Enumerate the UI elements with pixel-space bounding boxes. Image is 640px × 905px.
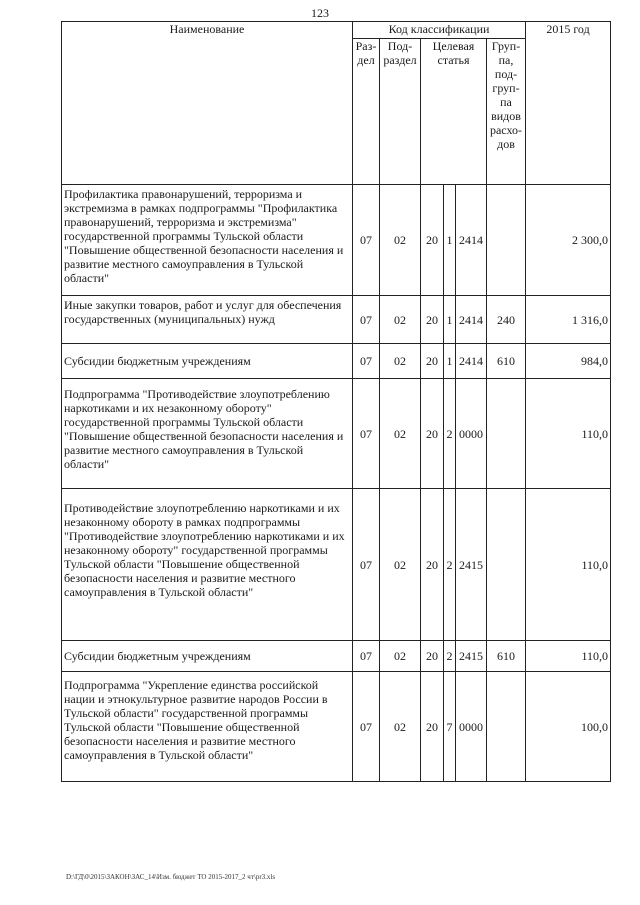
row-vr bbox=[487, 379, 526, 489]
row-cs2: 7 bbox=[444, 672, 456, 782]
budget-table bbox=[61, 21, 611, 782]
row-name: Субсидии бюджетным учреждениям bbox=[62, 344, 353, 379]
row-razdel: 07 bbox=[353, 344, 380, 379]
row-podrazdel: 02 bbox=[380, 185, 421, 296]
header-code: Код классификации bbox=[353, 22, 526, 39]
row-name: Профилактика правонарушений, терроризма и экстремизма в рамках подпрограммы "Профилактика правонарушений, терроризма и экстремизма" государственной программы Тульской области "Повышение общественной безопасности населения и развитие местного самоуправления в Тульской области" bbox=[62, 185, 353, 296]
row-razdel: 07 bbox=[353, 379, 380, 489]
row-cs1: 20 bbox=[421, 296, 444, 344]
row-cs1: 20 bbox=[421, 185, 444, 296]
row-vr: 610 bbox=[487, 344, 526, 379]
row-cs3: 2415 bbox=[456, 489, 487, 641]
header-celevaya: Целевая статья bbox=[421, 39, 487, 185]
header-gruppa: Груп-па, под-груп-па видов расхо-дов bbox=[487, 39, 526, 185]
row-cs2: 1 bbox=[444, 185, 456, 296]
row-podrazdel: 02 bbox=[380, 672, 421, 782]
row-vr bbox=[487, 489, 526, 641]
row-podrazdel: 02 bbox=[380, 296, 421, 344]
row-amount: 984,0 bbox=[526, 344, 611, 379]
row-vr bbox=[487, 185, 526, 296]
row-cs1: 20 bbox=[421, 344, 444, 379]
row-razdel: 07 bbox=[353, 641, 380, 672]
row-amount: 2 300,0 bbox=[526, 185, 611, 296]
row-cs3: 2414 bbox=[456, 344, 487, 379]
row-name: Иные закупки товаров, работ и услуг для обеспечения государственных (муниципальных) нужд bbox=[62, 296, 353, 344]
row-cs3: 2414 bbox=[456, 296, 487, 344]
row-cs1: 20 bbox=[421, 672, 444, 782]
table-row bbox=[62, 344, 611, 379]
row-razdel: 07 bbox=[353, 296, 380, 344]
table-row bbox=[62, 641, 611, 672]
row-amount: 110,0 bbox=[526, 641, 611, 672]
row-cs3: 0000 bbox=[456, 672, 487, 782]
row-cs2: 2 bbox=[444, 641, 456, 672]
row-amount: 110,0 bbox=[526, 489, 611, 641]
row-vr bbox=[487, 672, 526, 782]
row-amount: 100,0 bbox=[526, 672, 611, 782]
row-podrazdel: 02 bbox=[380, 379, 421, 489]
table-row bbox=[62, 672, 611, 782]
row-razdel: 07 bbox=[353, 185, 380, 296]
table-row bbox=[62, 296, 611, 344]
row-cs3: 2415 bbox=[456, 641, 487, 672]
row-name: Противодействие злоупотреблению наркотиками и их незаконному обороту в рамках подпрограммы "Противодействие злоупотреблению наркотиками и их незаконному обороту" государственной программы Тульской области "Повышение общественной безопасности населения и развитие местного самоуправления в Тульской области" bbox=[62, 489, 353, 641]
row-cs2: 2 bbox=[444, 379, 456, 489]
row-vr: 240 bbox=[487, 296, 526, 344]
header-podrazdel: Под-раздел bbox=[380, 39, 421, 185]
header-name: Наименование bbox=[62, 22, 353, 185]
header-row bbox=[62, 22, 611, 39]
row-name: Субсидии бюджетным учреждениям bbox=[62, 641, 353, 672]
file-path-footer: D:\ГД\0\2015\ЗАКОН\ЗАС_14\Изм. бюджет ТО 2015-2017_2 чт\pr3.xls bbox=[66, 873, 276, 881]
row-amount: 110,0 bbox=[526, 379, 611, 489]
row-cs1: 20 bbox=[421, 641, 444, 672]
row-vr: 610 bbox=[487, 641, 526, 672]
row-name: Подпрограмма "Противодействие злоупотреблению наркотиками и их незаконному обороту" государственной программы Тульской области "Повышение общественной безопасности населения и развитие местного самоуправления в Тульской области" bbox=[62, 379, 353, 489]
row-cs1: 20 bbox=[421, 379, 444, 489]
row-amount: 1 316,0 bbox=[526, 296, 611, 344]
row-razdel: 07 bbox=[353, 489, 380, 641]
page-number: 123 bbox=[311, 6, 329, 20]
row-cs2: 1 bbox=[444, 344, 456, 379]
header-year: 2015 год bbox=[526, 22, 611, 185]
header-razdel: Раз-дел bbox=[353, 39, 380, 185]
row-cs2: 1 bbox=[444, 296, 456, 344]
table-row bbox=[62, 489, 611, 641]
row-cs2: 2 bbox=[444, 489, 456, 641]
table-row bbox=[62, 379, 611, 489]
row-name: Подпрограмма "Укрепление единства российской нации и этнокультурное развитие народов России в Тульской области" государственной программы Тульской области "Повышение общественной безопасности населения и развитие местного самоуправления в Тульской области" bbox=[62, 672, 353, 782]
row-razdel: 07 bbox=[353, 672, 380, 782]
table-row bbox=[62, 185, 611, 296]
row-cs3: 2414 bbox=[456, 185, 487, 296]
row-podrazdel: 02 bbox=[380, 344, 421, 379]
row-cs1: 20 bbox=[421, 489, 444, 641]
row-podrazdel: 02 bbox=[380, 641, 421, 672]
row-podrazdel: 02 bbox=[380, 489, 421, 641]
row-cs3: 0000 bbox=[456, 379, 487, 489]
